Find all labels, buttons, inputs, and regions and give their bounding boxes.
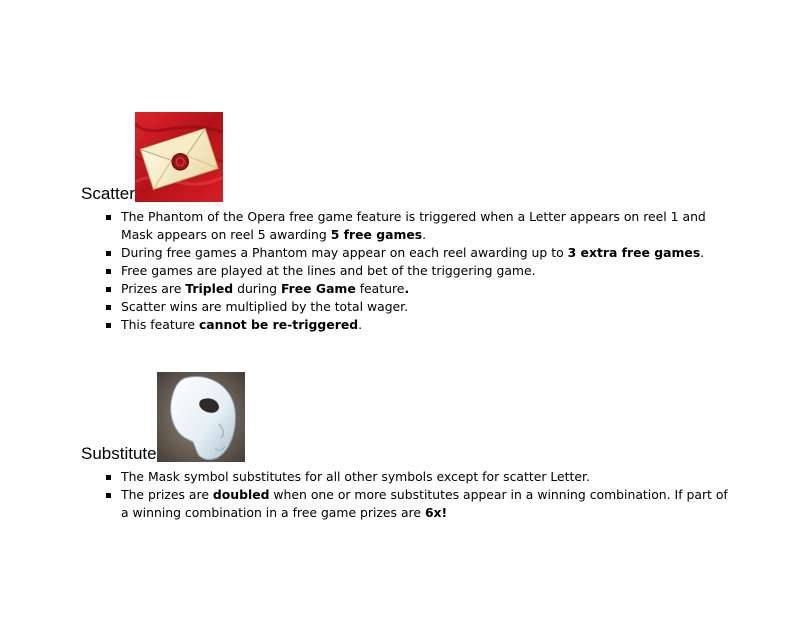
phantom-mask-icon — [157, 372, 245, 462]
list-item: Free games are played at the lines and bet of the triggering game. — [121, 262, 731, 280]
list-item: During free games a Phantom may appear on each reel awarding up to 3 extra free games. — [121, 244, 731, 262]
list-item: The Phantom of the Opera free game feature is triggered when a Letter appears on reel 1 and Mask appears on reel 5 awarding 5 free games. — [121, 208, 731, 243]
list-item: This feature cannot be re-triggered. — [121, 316, 731, 334]
scatter-rules-list — [81, 208, 731, 333]
scatter-section — [81, 112, 731, 334]
list-item: Scatter wins are multiplied by the total wager. — [121, 298, 731, 316]
substitute-heading — [81, 372, 731, 462]
list-item: The prizes are doubled when one or more substitutes appear in a winning combination. If part of a winning combination in a free game prizes are 6x! — [121, 486, 731, 521]
sealed-letter-icon — [135, 112, 223, 202]
list-item: Prizes are Tripled during Free Game feature. — [121, 280, 731, 298]
scatter-title: Scatter — [81, 184, 135, 203]
substitute-section — [81, 372, 731, 522]
list-item: The Mask symbol substitutes for all other symbols except for scatter Letter. — [121, 468, 731, 486]
substitute-title: Substitute — [81, 444, 157, 463]
substitute-rules-list — [81, 468, 731, 521]
scatter-heading — [81, 112, 731, 202]
